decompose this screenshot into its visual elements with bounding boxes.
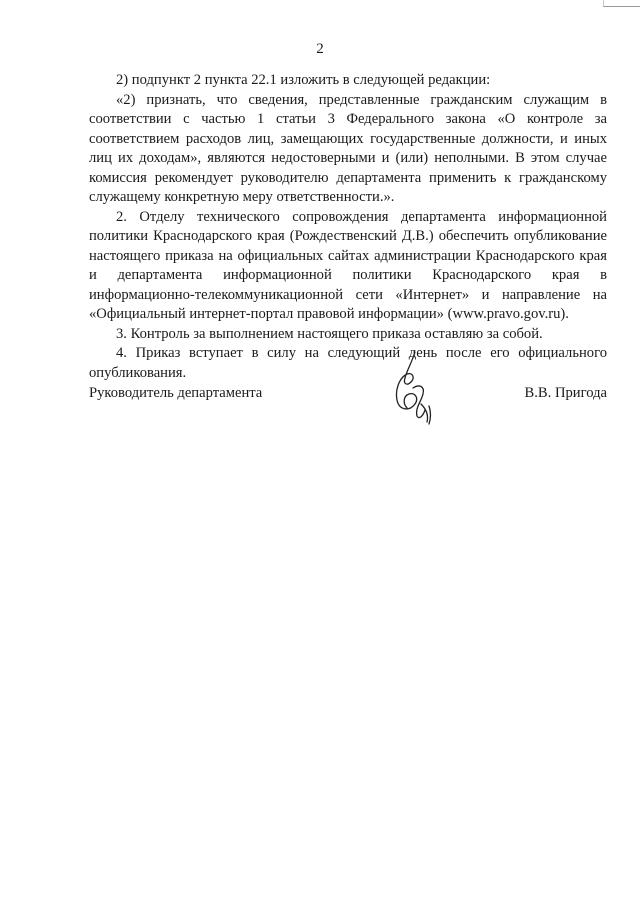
document-body [89, 71, 607, 383]
scan-corner-mark [603, 0, 640, 7]
signatory-name: В.В. Пригода [524, 385, 607, 401]
paragraph-new-wording: «2) признать, что сведения, представленные гражданским служащим в соответствии с частью 1 статьи 3 Федерального закона «О контроле за соответствием расходов лиц, замещающих государственные должности, и иных лиц их доходам», являются недостоверными и (или) неполными. В этом случае комиссия рекомендует руководителю департамента применить к гражданскому служащему конкретную меру ответственности.». [89, 91, 607, 205]
handwritten-signature [385, 348, 437, 426]
paragraph-item-4: 4. Приказ вступает в силу на следующий день после его официального опубликования. [89, 345, 607, 381]
paragraph-item-2: 2. Отделу технического сопровождения департамента информационной политики Краснодарского края (Рождественский Д.В.) обеспечить опубликование настоящего приказа на официальных сайтах администрации Краснодарского края и департамента информационной политики Краснодарского края в информационно-телекоммуникационной сети «Интернет» и направление на «Официальный интернет-портал правовой информации» (www.pravo.gov.ru). [89, 208, 607, 322]
paragraph-item-3: 3. Контроль за выполнением настоящего приказа оставляю за собой. [116, 325, 543, 342]
signature-block [89, 384, 607, 408]
paragraph-subpoint-2: 2) подпункт 2 пункта 22.1 изложить в следующей редакции: [116, 72, 491, 88]
page-number: 2 [316, 41, 324, 57]
signatory-position: Руководитель департамента [89, 385, 263, 401]
